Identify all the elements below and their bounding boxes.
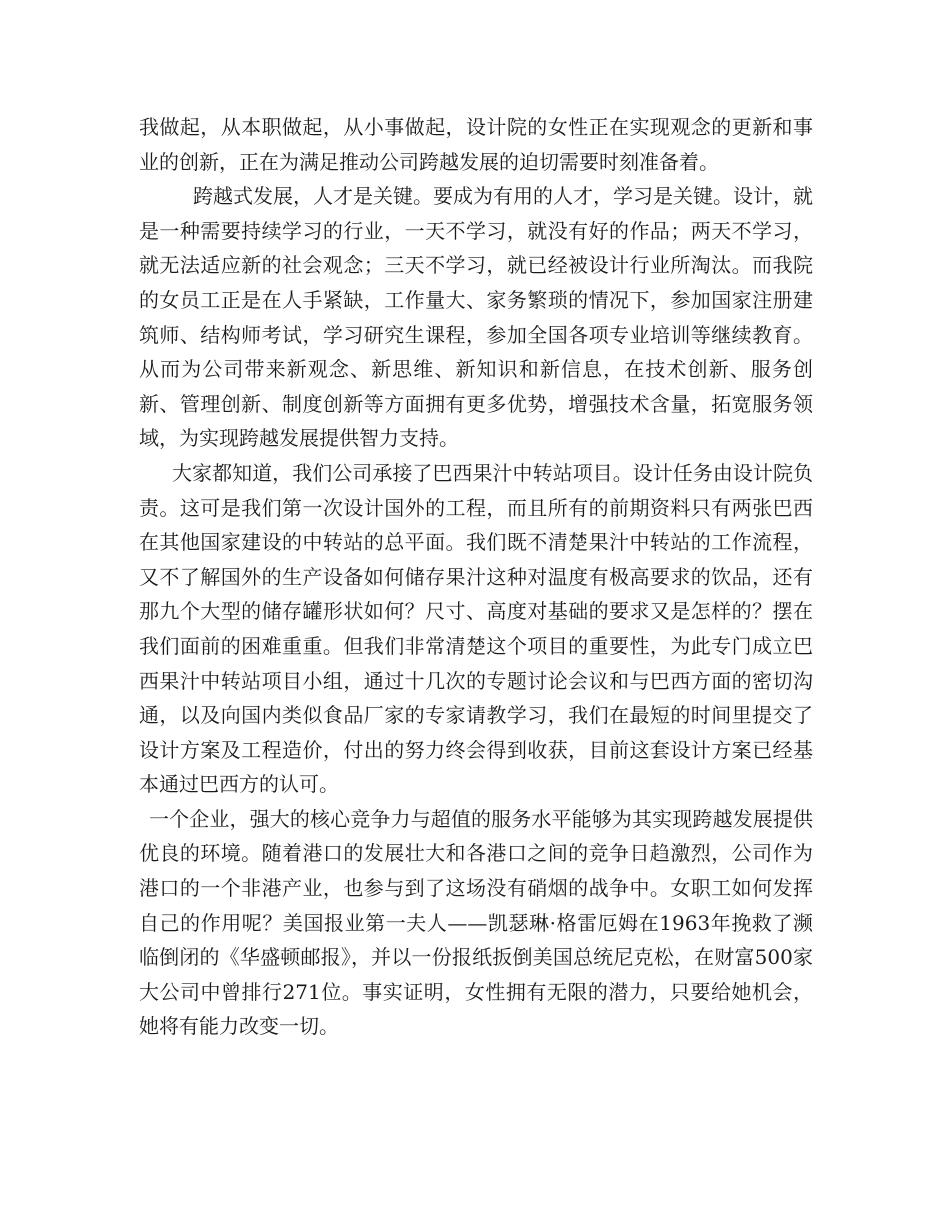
paragraph-3: 大家都知道，我们公司承接了巴西果汁中转站项目。设计任务由设计院负责。这可是我们第一次设计国外的工程，而且所有的前期资料只有两张巴西在其他国家建设的中转站的总平面。我们既不清楚果汁中转站的工作流程，又不了解国外的生产设备如何储存果汁这种对温度有极高要求的饮品，还有那九个大型的储存罐形状如何？尺寸、高度对基础的要求又是怎样的？摆在我们面前的困难重重。但我们非常清楚这个项目的重要性，为此专门成立巴西果汁中转站项目小组，通过十几次的专题讨论会议和与巴西方面的密切沟通，以及向国内类似食品厂家的专家请教学习，我们在最短的时间里提交了设计方案及工程造价，付出的努力终会得到收获，目前这套设计方案已经基本通过巴西方的认可。	[139, 460, 813, 797]
paragraph-2: 跨越式发展，人才是关键。要成为有用的人才，学习是关键。设计，就是一种需要持续学习的行业，一天不学习，就没有好的作品；两天不学习，就无法适应新的社会观念；三天不学习，就已经被设计行业所淘汰。而我院的女员工正是在人手紧缺，工作量大、家务繁琐的情况下，参加国家注册建筑师、结构师考试，学习研究生课程，参加全国各项专业培训等继续教育。从而为公司带来新观念、新思维、新知识和新信息，在技术创新、服务创新、管理创新、制度创新等方面拥有更多优势，增强技术含量，拓宽服务领域，为实现跨越发展提供智力支持。	[139, 184, 813, 451]
paragraph-4: 一个企业，强大的核心竞争力与超值的服务水平能够为其实现跨越发展提供优良的环境。随着港口的发展壮大和各港口之间的竞争日趋激烈，公司作为港口的一个非港产业，也参与到了这场没有硝烟的战争中。女职工如何发挥自己的作用呢？美国报业第一夫人——凯瑟琳·格雷厄姆在1963年挽救了濒临倒闭的《华盛顿邮报》，并以一份报纸扳倒美国总统尼克松，在财富500家大公司中曾排行271位。事实证明，女性拥有无限的潜力，只要给她机会，她将有能力改变一切。	[139, 806, 813, 1039]
paragraph-1: 我做起，从本职做起，从小事做起，设计院的女性正在实现观念的更新和事业的创新，正在为满足推动公司跨越发展的迫切需要时刻准备着。	[139, 115, 813, 174]
document-body	[139, 110, 813, 1044]
